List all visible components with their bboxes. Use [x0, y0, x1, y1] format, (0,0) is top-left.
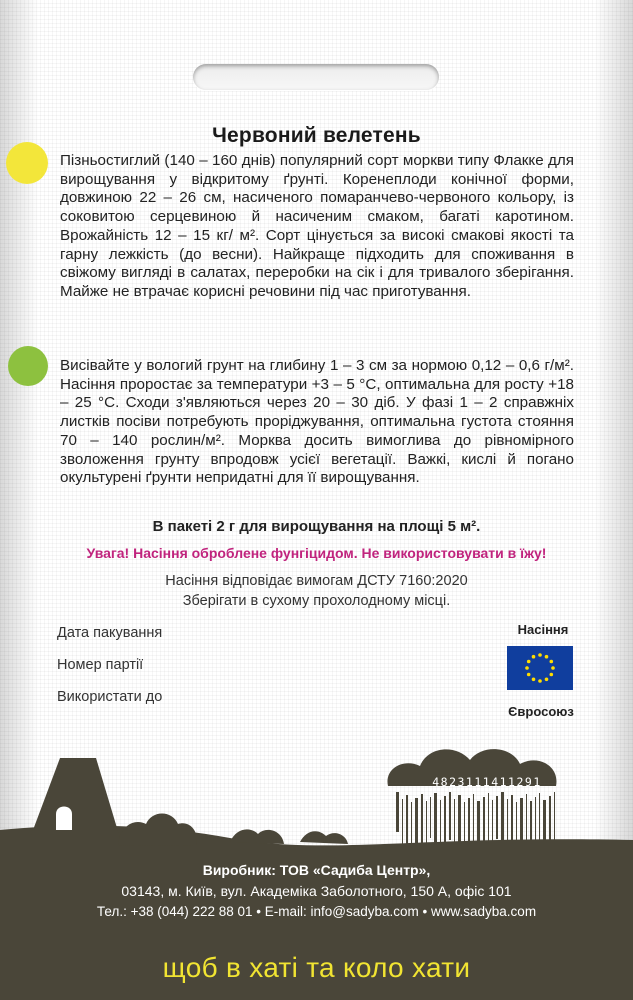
manufacturer-address: 03143, м. Київ, вул. Академіка Заболотного, 150 А, офіс 101 — [121, 883, 512, 899]
barcode-bar — [554, 792, 555, 856]
sowing-paragraph: Висівайте у вологий грунт на глибину 1 – 3 см за нормою 0,12 – 0,6 г/м². Насіння проростає за температури +3 – 5 °С, оптимальна для росту +18 – 25 °С. Сходи з'являються через 20 – 30 діб. У фазі 1 – 2 справжніх листків посіви потребують проріджування, оптимальна густота стояння 70 – 140 рослин/м². Морква досить вимоглива до рівномірного зволоження грунту впродовж усієї вегетації. Важкі, кислі й погано окультурені ґрунти непридатні для її вирощування. — [60, 357, 574, 487]
barcode-bar — [458, 795, 461, 869]
barcode-bar — [434, 793, 437, 847]
eu-star-icon — [545, 655, 549, 659]
barcode-bar — [468, 798, 470, 853]
product-title: Червоний велетень — [212, 124, 421, 147]
eu-star-icon — [525, 666, 529, 670]
manufacturer-name: Виробник: ТОВ «Садиба Центр», — [202, 862, 431, 878]
storage-text: Зберігати в сухому прохолодному місці. — [182, 593, 451, 609]
barcode-bar — [396, 792, 399, 832]
seeds-label: Насіння — [517, 622, 569, 637]
barcode-bar — [449, 792, 451, 840]
barcode-bar — [464, 802, 465, 844]
eu-star-icon — [532, 678, 536, 682]
eu-star-icon — [550, 660, 554, 664]
barcode-bar — [488, 793, 489, 855]
barcode-bar — [496, 796, 498, 839]
eu-star-icon — [527, 673, 531, 677]
eu-star-icon — [527, 660, 531, 664]
barcode-bar — [501, 792, 504, 848]
barcode-bar — [526, 794, 527, 870]
barcode-bar — [483, 797, 485, 846]
eu-star-icon — [545, 678, 549, 682]
hanging-slot — [193, 64, 439, 90]
manufacturer-contacts: Тел.: +38 (044) 222 88 01 • E-mail: info@sadyba.com • www.sadyba.com — [96, 904, 537, 919]
use-by-label: Використати до — [57, 689, 163, 705]
barcode-bar — [402, 799, 403, 852]
fungicide-warning: Увага! Насіння оброблене фунгіцидом. Не використовувати в їжу! — [86, 545, 547, 561]
eu-star-icon — [538, 679, 542, 683]
eu-label: Євросоюз — [508, 704, 574, 719]
description-paragraph: Пізньостиглий (140 – 160 днів) популярний сорт моркви типу Флакке для вирощування у відкритому ґрунті. Коренеплоди конічної форми, довжиною 22 – 26 см, насиченого помаранчево-червоного кольору, із соковитою серцевиною й насиченим смаком, багаті каротином. Врожайність 12 – 15 кг/ м². Сорт цінується за високі смакові якості та гарну лежкість (до весни). Найкраще підходить для споживання в свіжому вигляді в салатах, переробки на сік і для тривалого зберігання. Майже не втрачає корисні речовини під час приготування. — [60, 152, 574, 300]
slogan: щоб в хаті та коло хати — [162, 952, 471, 983]
barcode-bar — [415, 798, 418, 845]
yellow-dot-icon — [6, 142, 48, 184]
house-icon — [30, 758, 120, 838]
barcode-number: 4823111411291 — [432, 775, 542, 789]
barcode-bar — [440, 800, 441, 867]
packet-size-text: В пакеті 2 г для вирощування на площі 5 м². — [152, 518, 481, 535]
barcode-bar — [421, 794, 423, 854]
eu-star-icon — [538, 653, 542, 657]
batch-number-label: Номер партії — [57, 657, 144, 673]
barcode-bar — [549, 796, 551, 847]
barcode-bar — [516, 802, 517, 852]
barcode-bar — [406, 795, 408, 861]
eu-star-icon — [551, 666, 555, 670]
barcode-bar — [535, 797, 536, 854]
barcode-bar — [520, 798, 523, 861]
green-dot-icon — [8, 346, 48, 386]
eu-flag-icon — [507, 646, 573, 690]
barcode-bar — [507, 799, 508, 868]
barcode-bar — [454, 799, 455, 860]
barcode-bar — [473, 794, 474, 862]
packing-date-label: Дата пакування — [57, 625, 163, 641]
barcode-bar — [530, 801, 532, 845]
barcode-bar — [430, 797, 431, 838]
eu-star-icon — [532, 655, 536, 659]
standard-text: Насіння відповідає вимогам ДСТУ 7160:2020 — [165, 573, 468, 589]
eu-star-icon — [550, 673, 554, 677]
barcode-bar — [539, 793, 540, 863]
